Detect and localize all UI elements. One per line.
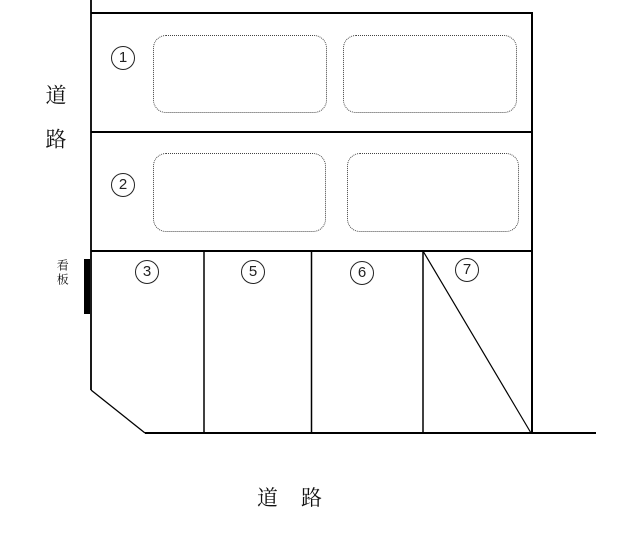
space-7-marker: 7: [455, 258, 479, 282]
space-5-marker: 5: [241, 260, 265, 284]
space-3-marker: 3: [135, 260, 159, 284]
signboard-bar: [84, 259, 90, 314]
signboard-label: 看板: [55, 259, 70, 287]
space-1-marker: 1: [111, 46, 135, 70]
dotted-outline-box-row1-right: [343, 35, 517, 113]
dotted-outline-box-row2-right: [347, 153, 519, 232]
road-label-left: 道路: [43, 84, 67, 172]
space-6-marker: 6: [350, 261, 374, 285]
dotted-outline-box-row1-left: [153, 35, 327, 113]
space-7-diagonal-line: [423, 251, 531, 433]
dotted-outline-box-row2-left: [153, 153, 326, 232]
road-label-bottom: 道路: [257, 486, 345, 510]
space-2-marker: 2: [111, 173, 135, 197]
chamfer-corner-line: [91, 390, 145, 433]
